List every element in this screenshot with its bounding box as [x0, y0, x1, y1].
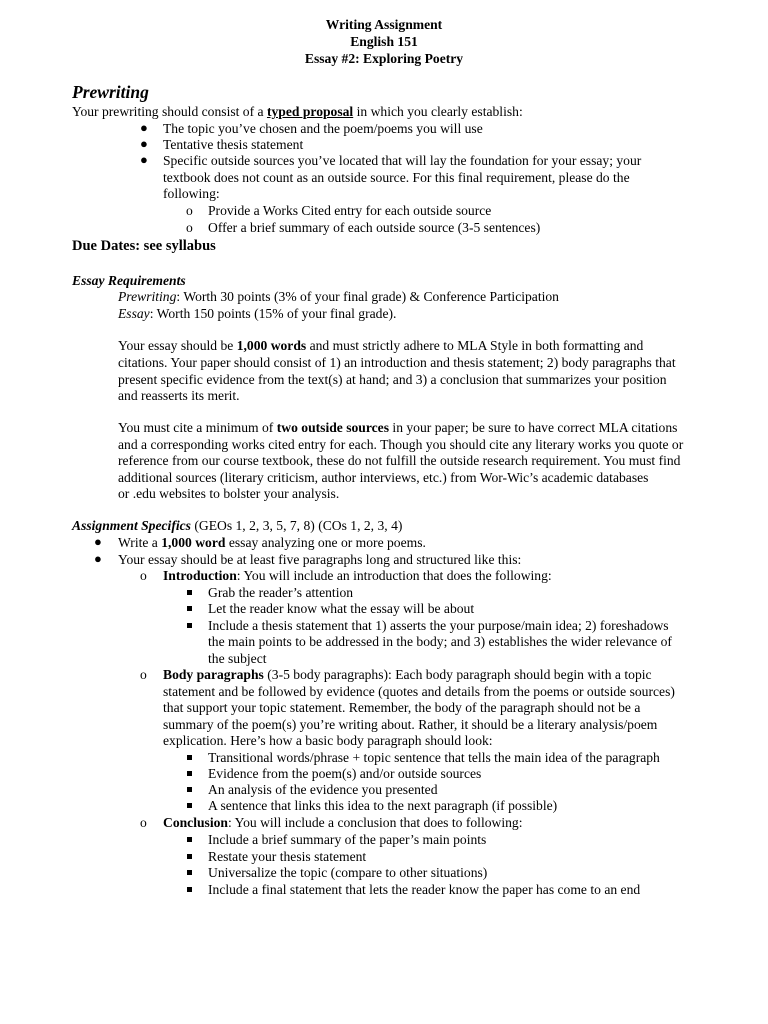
introduction-label: Introduction — [163, 568, 237, 583]
circle-bullet-icon: o — [186, 220, 193, 235]
course-name: English 151 — [350, 34, 418, 49]
prewriting-worth — [118, 289, 559, 305]
sub-list-item-cont: the main points to be addressed in the body; and 3) establishes the wider relevance of — [208, 634, 672, 649]
list-item: Tentative thesis statement — [163, 137, 304, 152]
text: Your essay should be — [118, 338, 237, 353]
square-bullet-icon — [187, 870, 192, 875]
typed-proposal-emphasis: typed proposal — [266, 104, 354, 119]
paragraph-line: and reasserts its merit. — [118, 388, 240, 403]
sub-list-item: A sentence that links this idea to the next paragraph (if possible) — [208, 798, 558, 813]
bullet-icon: ● — [94, 551, 102, 566]
sources-emphasis: two outside sources — [276, 420, 390, 435]
prewriting-heading: Prewriting — [72, 82, 149, 102]
paragraph-line: additional sources (literary criticism, author interviews, etc.) from Wor-Wic’s academic databases — [118, 470, 649, 485]
paragraph-line: present specific evidence from the text(s) at hand; and 3) a conclusion that summarizes your position — [118, 372, 667, 387]
paragraph-line: and a corresponding works cited entry for each. Though you should cite any literary works you quote or — [118, 437, 684, 452]
square-bullet-icon — [187, 771, 192, 776]
requirements-heading: Essay Requirements — [72, 273, 186, 288]
sub-list-item-cont: the subject — [208, 651, 267, 666]
word-count-emphasis: 1,000 word — [161, 535, 226, 550]
text: (3-5 body paragraphs): Each body paragraph should begin with a topic — [263, 667, 652, 682]
circle-bullet-icon: o — [186, 203, 193, 218]
due-dates: Due Dates: see syllabus — [72, 238, 216, 254]
sub-list-item: Transitional words/phrase + topic sentence that tells the main idea of the paragraph — [208, 750, 660, 765]
introduction-item — [163, 568, 552, 584]
paragraph-line: or .edu websites to bolster your analysis. — [118, 486, 340, 501]
text: essay analyzing one or more poems. — [225, 535, 426, 550]
sub-list-item: Include a brief summary of the paper’s main points — [208, 832, 487, 847]
bullet-icon: ● — [140, 152, 148, 167]
paragraph-line: reference from our course textbook, these do not fulfill the outside research requirement. You must find — [118, 453, 681, 468]
square-bullet-icon — [187, 590, 192, 595]
circle-bullet-icon: o — [140, 815, 147, 830]
square-bullet-icon — [187, 803, 192, 808]
prewriting-label: Prewriting — [118, 289, 177, 304]
list-item-cont: following: — [163, 186, 220, 201]
sub-list-item: Restate your thesis statement — [208, 849, 367, 864]
sub-list-item: Universalize the topic (compare to other situations) — [208, 865, 488, 880]
square-bullet-icon — [187, 755, 192, 760]
paragraph-line: statement and be followed by evidence (quotes and details from the poems or outside sources) — [163, 684, 675, 699]
sub-list-item: Evidence from the poem(s) and/or outside sources — [208, 766, 482, 781]
intro-text-end: in which you clearly establish: — [353, 104, 523, 119]
circle-bullet-icon: o — [140, 568, 147, 583]
paragraph-line: explication. Here’s how a basic body paragraph should look: — [163, 733, 493, 748]
sub-list-item: Grab the reader’s attention — [208, 585, 354, 600]
list-item — [118, 535, 426, 551]
prewriting-worth-text: : Worth 30 points (3% of your final grade) & Conference Participation — [176, 289, 559, 304]
square-bullet-icon — [187, 623, 192, 628]
list-item: Specific outside sources you’ve located that will lay the foundation for your essay; your — [163, 153, 642, 168]
text: and must strictly adhere to MLA Style in both formatting and — [306, 338, 644, 353]
body-paragraphs-item — [163, 667, 652, 683]
list-item: The topic you’ve chosen and the poem/poems you will use — [163, 121, 483, 136]
outcome-codes: (GEOs 1, 2, 3, 5, 7, 8) (COs 1, 2, 3, 4) — [190, 518, 403, 533]
text: : You will include an introduction that does the following: — [236, 568, 552, 583]
paragraph-line: citations. Your paper should consist of 1) an introduction and thesis statement; 2) body paragraphs that — [118, 355, 676, 370]
square-bullet-icon — [187, 837, 192, 842]
list-item: Your essay should be at least five paragraphs long and structured like this: — [118, 552, 522, 567]
intro-text: Your prewriting should consist of a — [72, 104, 267, 119]
bullet-icon: ● — [140, 120, 148, 135]
conclusion-item — [163, 815, 522, 831]
paragraph-line: that support your topic statement. Remember, the body of the paragraph should not be a — [163, 700, 641, 715]
circle-bullet-icon: o — [140, 667, 147, 682]
sub-list-item: Let the reader know what the essay will be about — [208, 601, 475, 616]
text: Write a — [118, 535, 162, 550]
sub-list-item: Offer a brief summary of each outside source (3-5 sentences) — [208, 220, 541, 235]
sub-list-item: Include a thesis statement that 1) asserts the your purpose/main idea; 2) foreshadows — [208, 618, 669, 633]
body-paragraphs-label: Body paragraphs — [163, 667, 264, 682]
text: You must cite a minimum of — [118, 420, 277, 435]
square-bullet-icon — [187, 787, 192, 792]
bullet-icon: ● — [94, 534, 102, 549]
word-count-emphasis: 1,000 words — [236, 338, 307, 353]
sub-list-item: An analysis of the evidence you presented — [208, 782, 438, 797]
paragraph-line: summary of the poem(s) you’re writing about. Rather, it should be a literary analysis/poem — [163, 717, 658, 732]
essay-label: Essay — [118, 306, 150, 321]
prewriting-intro — [72, 104, 523, 120]
paragraph-line — [118, 420, 677, 436]
square-bullet-icon — [187, 606, 192, 611]
specifics-heading — [72, 518, 402, 534]
paragraph-line — [118, 338, 643, 354]
specifics-title: Assignment Specifics — [72, 518, 191, 533]
text: in your paper; be sure to have correct MLA citations — [389, 420, 678, 435]
list-item-cont: textbook does not count as an outside source. For this final requirement, please do the — [163, 170, 630, 185]
text: : You will include a conclusion that does to following: — [227, 815, 523, 830]
doc-title: Writing Assignment — [325, 17, 443, 32]
sub-list-item: Provide a Works Cited entry for each outside source — [208, 203, 492, 218]
essay-worth-text: : Worth 150 points (15% of your final grade). — [149, 306, 397, 321]
essay-title: Essay #2: Exploring Poetry — [304, 51, 464, 66]
bullet-icon: ● — [140, 136, 148, 151]
square-bullet-icon — [187, 854, 192, 859]
square-bullet-icon — [187, 887, 192, 892]
conclusion-label: Conclusion — [163, 815, 228, 830]
sub-list-item: Include a final statement that lets the reader know the paper has come to an end — [208, 882, 641, 897]
essay-worth — [118, 306, 396, 322]
